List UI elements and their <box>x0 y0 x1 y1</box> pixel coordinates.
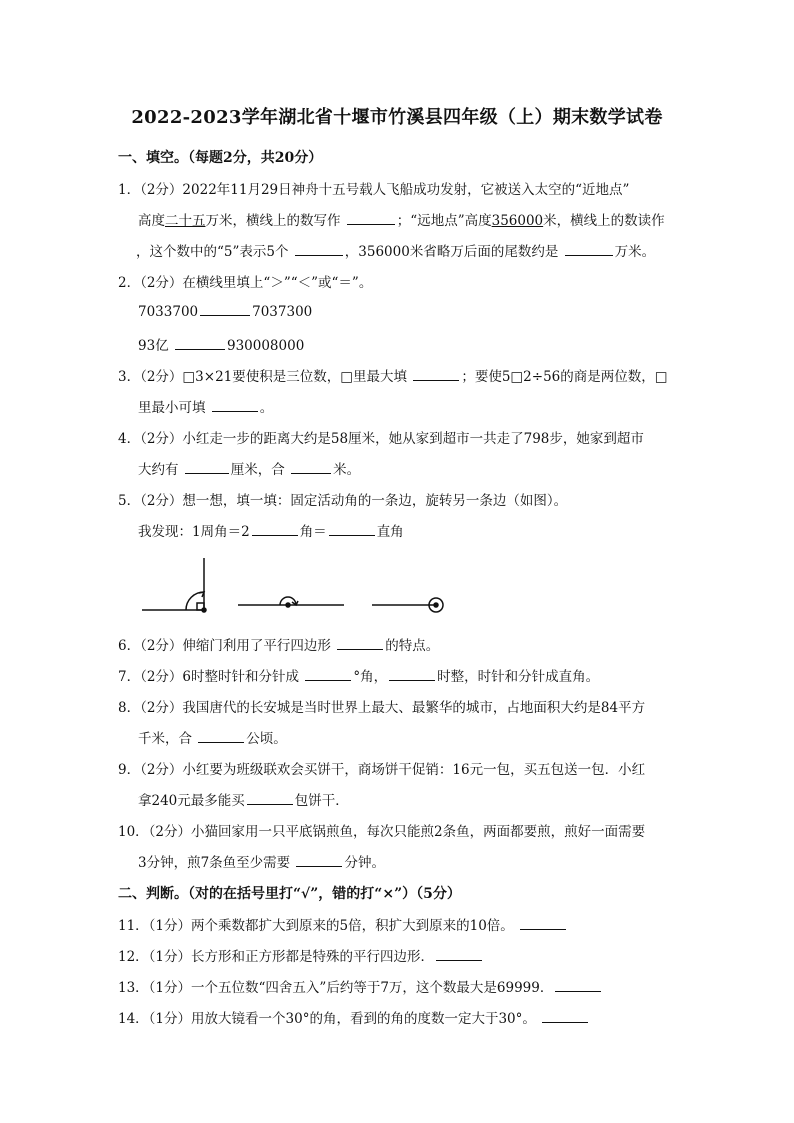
question-1-line-1: 1．（2分）2022年11月29日神舟十五号载人飞船成功发射，它被送入太空的“近地点” <box>118 182 630 198</box>
text: 角＝ <box>299 524 327 540</box>
text: ；“远地点”高度 <box>396 213 492 229</box>
answer-blank[interactable] <box>413 368 459 381</box>
question-14 <box>118 1007 590 1027</box>
answer-blank[interactable] <box>175 337 225 350</box>
text: 分钟。 <box>344 855 385 871</box>
question-12 <box>118 945 484 965</box>
text: 7．（2分）6时整时针和分针成 <box>118 669 300 685</box>
answer-blank[interactable] <box>565 243 613 256</box>
question-2-compare-1 <box>138 303 312 320</box>
text: 12．（1分）长方形和正方形都是特殊的平行四边形． <box>118 949 435 965</box>
answer-blank[interactable] <box>296 854 342 867</box>
text: 我发现：1周角＝2 <box>138 524 250 540</box>
text: 13．（1分）一个五位数“四舍五入”后约等于7万，这个数最大是69999． <box>118 980 554 996</box>
text: 公顷。 <box>246 731 287 747</box>
text: ，这个数中的“5”表示5个 <box>136 244 289 260</box>
text: 直角 <box>376 524 404 540</box>
section-heading-true-false: 二、判断。（对的在括号里打“√”，错的打“×”）（5分） <box>118 886 461 902</box>
text: 包饼干． <box>294 793 349 809</box>
answer-blank[interactable] <box>305 668 351 681</box>
text: 。 <box>259 400 274 416</box>
text: 里最小可填 <box>138 400 206 416</box>
answer-blank[interactable] <box>520 917 566 930</box>
text: 米。 <box>333 462 361 478</box>
answer-blank[interactable] <box>198 730 244 743</box>
question-13 <box>118 976 603 996</box>
text: 11．（1分）两个乘数都扩大到原来的5倍，积扩大到原来的10倍。 <box>118 918 514 934</box>
straight-angle-figure <box>238 597 344 607</box>
question-9-line-1: 9．（2分）小红要为班级联欢会买饼干，商场饼干促销：16元一包，买五包送一包．小红 <box>118 762 646 778</box>
question-10-line-1: 10．（2分）小猫回家用一只平底锅煎鱼，每次只能煎2条鱼，两面都要煎，煎好一面需要 <box>118 824 646 840</box>
question-1-line-3 <box>136 240 655 260</box>
answer-blank[interactable] <box>291 461 331 474</box>
underlined-number: 二十五 <box>165 213 206 229</box>
question-9-line-2 <box>138 789 349 809</box>
text: 拿240元最多能买 <box>138 793 245 809</box>
question-3-line-2 <box>138 396 273 416</box>
answer-blank[interactable] <box>247 792 293 805</box>
question-5-line-1: 5．（2分）想一想，填一填：固定活动角的一条边，旋转另一条边（如图）。 <box>118 493 568 509</box>
question-3-line-1 <box>118 365 668 385</box>
section-heading-fill-blank: 一、填空。（每题2分，共20分） <box>118 150 323 166</box>
number: 930008000 <box>226 338 305 354</box>
full-angle-figure <box>372 598 443 612</box>
question-4-line-2 <box>138 458 360 478</box>
answer-blank[interactable] <box>200 303 250 316</box>
question-5-line-2 <box>138 520 404 540</box>
answer-blank[interactable] <box>337 637 383 650</box>
question-11 <box>118 914 568 934</box>
underlined-number: 356000 <box>491 213 544 229</box>
answer-blank[interactable] <box>212 399 258 412</box>
text: ；要使5□2÷56的商是两位数，□ <box>461 369 668 385</box>
answer-blank[interactable] <box>389 668 435 681</box>
text: °角， <box>353 669 388 685</box>
question-10-line-2 <box>138 851 385 871</box>
text: 高度 <box>138 213 165 229</box>
text: 14．（1分）用放大镜看一个30°的角，看到的角的度数一定大于30°。 <box>118 1011 536 1027</box>
text: 的特点。 <box>385 638 440 654</box>
text: 大约有 <box>138 462 179 478</box>
text: 3．（2分）□3×21要使积是三位数，□里最大填 <box>118 369 408 385</box>
question-8-line-2 <box>138 727 287 747</box>
answer-blank[interactable] <box>555 979 601 992</box>
text: 时整，时针和分针成直角。 <box>437 669 600 685</box>
question-7 <box>118 665 599 685</box>
number: 7033700 <box>138 304 199 320</box>
text: 厘米，合 <box>230 462 285 478</box>
number: 7037300 <box>252 304 313 320</box>
answer-blank[interactable] <box>185 461 229 474</box>
answer-blank[interactable] <box>436 948 482 961</box>
text: 米，横线上的数读作 <box>543 213 665 229</box>
question-8-line-1: 8．（2分）我国唐代的长安城是当时世界上最大、最繁华的城市，占地面积大约是84平方 <box>118 700 646 716</box>
text: ，356000米省略万后面的尾数约是 <box>344 244 559 260</box>
answer-blank[interactable] <box>252 523 298 536</box>
text: 6．（2分）伸缩门利用了平行四边形 <box>118 638 331 654</box>
answer-blank[interactable] <box>347 212 395 225</box>
right-angle-figure <box>142 558 206 612</box>
text: 万米，横线上的数写作 <box>205 213 341 229</box>
answer-blank[interactable] <box>329 523 375 536</box>
answer-blank[interactable] <box>542 1010 588 1023</box>
page-title: 2022-2023学年湖北省十堰市竹溪县四年级（上）期末数学试卷 <box>131 107 663 128</box>
answer-blank[interactable] <box>295 243 343 256</box>
text: 千米，合 <box>138 731 192 747</box>
text: 3分钟，煎7条鱼至少需要 <box>138 855 291 871</box>
number: 93亿 <box>138 338 169 354</box>
question-2-compare-2 <box>138 334 304 354</box>
rotating-angle-figure <box>136 548 456 620</box>
text: 万米。 <box>614 244 656 260</box>
question-6 <box>118 634 439 654</box>
question-1-line-2 <box>138 209 665 229</box>
question-4-line-1: 4．（2分）小红走一步的距离大约是58厘米，她从家到超市一共走了798步，她家到超市 <box>118 431 644 447</box>
question-2-line-1: 2．（2分）在横线里填上“＞”“＜”或“＝”。 <box>118 275 373 291</box>
